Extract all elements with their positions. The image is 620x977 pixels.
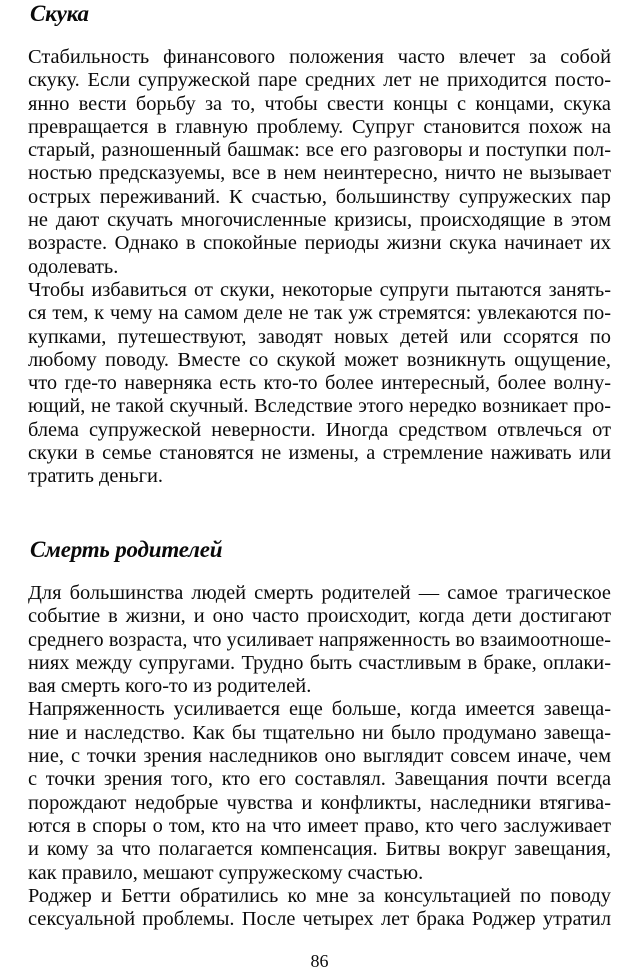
section-heading-boredom: Скука: [30, 1, 89, 26]
text-line: Роджер и Бетти обратились ко мне за консультацией по поводу: [28, 884, 611, 907]
text-line: как правило, мешают супружескому счастью.: [28, 861, 424, 884]
text-line: порождают недобрые чувства и конфликты, наследники втягива-: [28, 791, 611, 814]
text-line: ностью предсказуемы, все в нем неинтересно, ничто не вызывает: [28, 162, 611, 185]
text-line: любому поводу. Вместе со скукой может возникнуть ощущение,: [28, 348, 611, 371]
text-line: старый, разношенный башмак: все его разговоры и поступки пол-: [28, 139, 611, 162]
text-line: янно вести борьбу за то, чтобы свести концы с концами, скука: [28, 92, 611, 115]
text-line: не дают скучать многочисленные кризисы, происходящие в этом: [28, 209, 611, 232]
text-line: Чтобы избавиться от скуки, некоторые супруги пытаются занять-: [28, 278, 611, 301]
text-line: ниях между супругами. Трудно быть счастливым в браке, оплаки-: [28, 651, 611, 674]
text-line: Напряженность усиливается еще больше, когда имеется завеща-: [28, 698, 611, 721]
text-line: ются в споры о том, кто на что имеет право, кто чего заслуживает: [28, 814, 611, 837]
text-line: событие в жизни, и оно часто происходит, когда дети достигают: [28, 605, 611, 628]
text-line: с точки зрения того, кто его составлял. Завещания почти всегда: [28, 768, 611, 791]
text-line: скуки в семье становятся не измены, а стремление наживать или: [28, 442, 611, 465]
text-line: ся тем, к чему на самом деле не так уж стремятся: увлекаются по-: [28, 302, 611, 325]
section-body-boredom: [28, 46, 611, 489]
book-page: [28, 0, 611, 977]
text-line: ние и наследство. Как бы тщательно ни было продумано завеща-: [28, 721, 611, 744]
page-number: 86: [310, 951, 329, 971]
text-line: ние, с точки зрения наследников оно выглядит совсем иначе, чем: [28, 745, 611, 768]
text-line: одолевать.: [28, 255, 119, 278]
text-line: скуку. Если супружеской паре средних лет не приходится посто-: [28, 69, 611, 92]
text-line: среднего возраста, что усиливает напряженность во взаимоотноше-: [28, 628, 611, 651]
text-line: сексуальной проблемы. После четырех лет брака Роджер утратил: [28, 908, 611, 931]
section-heading-death-of-parents: Смерть родителей: [30, 537, 223, 562]
text-line: купками, путешествуют, заводят новых детей или ссорятся по: [28, 325, 611, 348]
text-line: и кому за что полагается компенсация. Битвы вокруг завещания,: [28, 838, 611, 861]
text-line: ющий, не такой скучный. Вследствие этого нередко возникает про-: [28, 395, 611, 418]
text-line: вая смерть кого-то из родителей.: [28, 675, 312, 698]
text-line: тратить деньги.: [28, 465, 164, 488]
section-body-death-of-parents: [28, 582, 611, 931]
text-line: возрасте. Однако в спокойные периоды жизни скука начинает их: [28, 232, 611, 255]
text-line: превращается в главную проблему. Супруг становится похож на: [28, 115, 611, 138]
text-line: Стабильность финансового положения часто влечет за собой: [28, 46, 611, 68]
text-line: острых переживаний. К счастью, большинству супружеских пар: [28, 185, 611, 208]
text-line: что где-то наверняка есть кто-то более интересный, более волну-: [28, 372, 611, 395]
text-line: блема супружеской неверности. Иногда средством отвлечься от: [28, 418, 611, 441]
text-line: Для большинства людей смерть родителей — самое трагическое: [28, 582, 611, 604]
